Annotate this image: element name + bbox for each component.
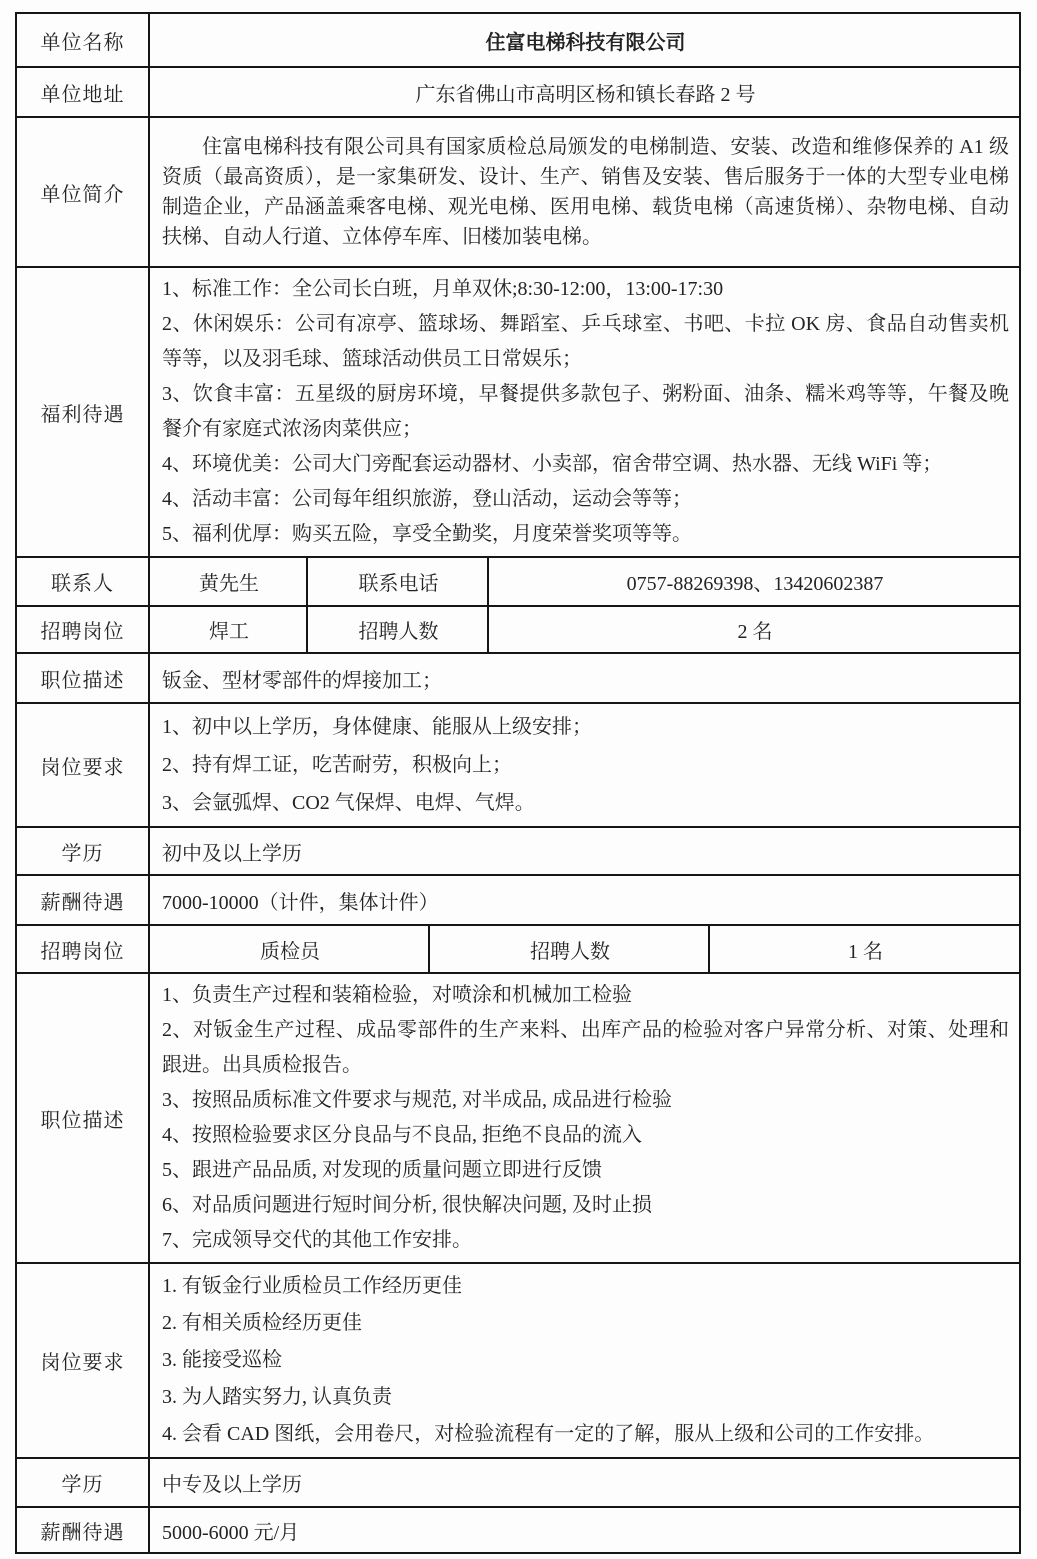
table-row	[17, 1506, 1019, 1552]
job1-salary-label: 薪酬待遇	[40, 891, 125, 914]
text-line: 3、饮食丰富：五星级的厨房环境，早餐提供多款包子、粥粉面、油条、糯米鸡等等，午餐及晚餐介有家庭式浓汤肉菜供应；	[162, 383, 1009, 440]
text-line: 5、跟进产品品质, 对发现的质量问题立即进行反馈	[162, 1159, 602, 1181]
table-row	[17, 605, 1019, 652]
job2-desc-label: 职位描述	[40, 1109, 125, 1132]
text-line: 2、持有焊工证，吃苦耐劳，积极向上；	[162, 754, 512, 776]
text-line: 6、对品质问题进行短时间分析, 很快解决问题, 及时止损	[162, 1194, 652, 1216]
job1-post-value: 焊工	[148, 607, 306, 652]
job2-salary-label: 薪酬待遇	[40, 1521, 125, 1544]
job2-post-label: 招聘岗位	[40, 940, 125, 963]
table-row	[17, 702, 1019, 826]
table-row	[17, 826, 1019, 874]
text-line: 1、初中以上学历，身体健康、能服从上级安排；	[162, 716, 592, 738]
job1-count-label: 招聘人数	[306, 607, 487, 652]
contact-label: 联系人	[51, 573, 114, 595]
text-line: 1、标准工作：全公司长白班，月单双休;8:30-12:00，13:00-17:30	[162, 278, 724, 300]
company-intro-paragraph: 住富电梯科技有限公司具有国家质检总局颁发的电梯制造、安装、改造和维修保养的 A1 级资质（最高资质），是一家集研发、设计、生产、销售及安装、售后服务于一体的大型专业电梯制造企业，产品涵盖乘客电梯、观光电梯、医用电梯、载货电梯（高速货梯）、杂物电梯、自动扶梯、自动人行道、立体停车库、旧楼加装电梯。	[162, 136, 1009, 248]
contact-phone-value: 0757-88269398、13420602387	[487, 558, 1019, 605]
text-line: 3、按照品质标准文件要求与规范, 对半成品, 成品进行检验	[162, 1089, 672, 1111]
table-row	[17, 652, 1019, 702]
job2-salary-value: 5000-6000 元/月	[148, 1508, 1019, 1552]
table-row	[17, 266, 1019, 556]
text-line: 1、负责生产过程和装箱检验，对喷涂和机械加工检验	[162, 984, 632, 1006]
job1-count-value: 2 名	[487, 607, 1019, 652]
text-line: 4、活动丰富：公司每年组织旅游，登山活动，运动会等等；	[162, 488, 692, 510]
table-row	[17, 14, 1019, 66]
company-intro-value	[148, 118, 1019, 266]
contact-name-value: 黄先生	[148, 558, 306, 605]
text-line: 3. 为人踏实努力, 认真负责	[162, 1386, 392, 1408]
job2-edu-value: 中专及以上学历	[148, 1459, 1019, 1506]
job1-edu-value: 初中及以上学历	[148, 828, 1019, 874]
job1-req-value	[148, 704, 1019, 826]
company-intro-label: 单位简介	[40, 183, 125, 206]
table-row	[17, 874, 1019, 924]
text-line: 2、休闲娱乐：公司有凉亭、篮球场、舞蹈室、乒乓球室、书吧、卡拉 OK 房、食品自动售卖机等等，以及羽毛球、篮球活动供员工日常娱乐；	[162, 313, 1009, 370]
table-row	[17, 116, 1019, 266]
job2-edu-label: 学历	[61, 1474, 104, 1496]
text-line: 1. 有钣金行业质检员工作经历更佳	[162, 1275, 462, 1297]
text-line: 3、会氩弧焊、CO2 气保焊、电焊、气焊。	[162, 792, 535, 814]
company-name-label: 单位名称	[40, 31, 125, 54]
job2-req-value	[148, 1264, 1019, 1457]
company-address-value: 广东省佛山市高明区杨和镇长春路 2 号	[148, 68, 1019, 116]
welfare-label: 福利待遇	[40, 403, 125, 426]
text-line: 7、完成领导交代的其他工作安排。	[162, 1229, 472, 1251]
job1-desc-value: 钣金、型材零部件的焊接加工；	[148, 654, 1019, 702]
job2-count-value: 1 名	[708, 926, 1019, 972]
company-name-value: 住富电梯科技有限公司	[148, 14, 1019, 66]
job2-req-label: 岗位要求	[40, 1352, 125, 1374]
welfare-value	[148, 268, 1019, 556]
contact-phone-label: 联系电话	[306, 558, 487, 605]
table-row	[17, 972, 1019, 1262]
text-line: 4. 会看 CAD 图纸，会用卷尺，对检验流程有一定的了解，服从上级和公司的工作安排。	[162, 1423, 935, 1445]
text-line: 5、福利优厚：购买五险，享受全勤奖，月度荣誉奖项等等。	[162, 523, 692, 545]
table-row	[17, 924, 1019, 972]
job2-desc-value	[148, 974, 1019, 1262]
job2-post-value: 质检员	[148, 926, 428, 972]
text-line: 4、按照检验要求区分良品与不良品, 拒绝不良品的流入	[162, 1124, 642, 1146]
job2-count-label: 招聘人数	[428, 926, 708, 972]
job1-post-label: 招聘岗位	[40, 621, 125, 643]
job1-edu-label: 学历	[61, 842, 104, 865]
job-posting-table	[15, 12, 1021, 1554]
job1-salary-value: 7000-10000（计件，集体计件）	[148, 876, 1019, 924]
job1-req-label: 岗位要求	[40, 756, 125, 779]
text-line: 2. 有相关质检经历更佳	[162, 1312, 362, 1334]
table-row	[17, 1262, 1019, 1457]
company-address-label: 单位地址	[40, 83, 125, 106]
text-line: 2、对钣金生产过程、成品零部件的生产来料、出库产品的检验对客户异常分析、对策、处理和跟进。出具质检报告。	[162, 1019, 1009, 1076]
table-row	[17, 66, 1019, 116]
table-row	[17, 1457, 1019, 1506]
text-line: 4、环境优美：公司大门旁配套运动器材、小卖部，宿舍带空调、热水器、无线 WiFi 等；	[162, 453, 943, 475]
job1-desc-label: 职位描述	[40, 669, 125, 692]
table-row	[17, 556, 1019, 605]
text-line: 3. 能接受巡检	[162, 1349, 282, 1371]
